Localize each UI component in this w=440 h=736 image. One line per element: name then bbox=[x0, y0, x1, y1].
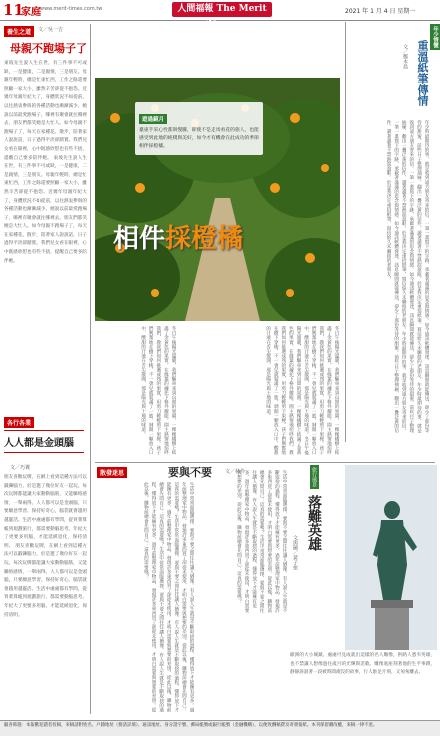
right-tag: 旅行風景 bbox=[311, 467, 317, 487]
section-divider bbox=[95, 462, 435, 463]
article-author-bottom: 文／林伶 bbox=[225, 469, 246, 475]
footer-text: 隨喜佈施：本報歡迎讀者投稿，來稿請附姓名、戶籍地址（務請詳填）、通訊地址、身分證字號、郵局帳號或銀行帳號（金融機構），以便致酬稿費及寄發報紙。本刊保留刪改權，來稿一律不退。 bbox=[4, 723, 378, 728]
issue-date: 2021 年 1 月 4 日 星期一 bbox=[345, 8, 416, 15]
article-body-bottom-2: 生活中常常面臨選擇，要與不要之間往往讓人猶豫。有人說人生就是不斷取捨的過程，懂得放下才能擁有更多。過年前整理家中物品，發現許多東西買了卻從未使用，才明白需要與想要的差別。從此以後，購物前總會先問自己：這真的需要嗎？生活中常常面臨選擇，要與不要之間往往讓人猶豫。有人說人生就是不斷取捨的過程，懂得放下才能擁有更多。過年前整理家中物品，發現許多東西買了卻從未使用，才明白需要與想要的差別。從此以後，購物前總會先問自己：這真的需要嗎？ bbox=[236, 470, 287, 613]
article-body-bottom: 生活中常常面臨選擇，要與不要之間往往讓人猶豫。有人說人生就是不斷取捨的過程，懂得放下才能擁有更多。過年前整理家中物品，發現許多東西買了卻從未使用，才明白需要與想要的差別。從此以後，購物前總會先問自己：這真的需要嗎？生活中常常面臨選擇，要與不要之間往往讓人猶豫。有人說人生就是不斷取捨的過程，懂得放下才能擁有更多。過年前整理家中物品，發現許多東西買了卻從未使用，才明白需要與想要的差別。從此以後，購物前總會先問自己：這真的需要嗎？生活中常常面臨選擇，要與不要之間往往讓人猶豫。有人說人生就是不斷取捨的過程，懂得放下才能擁有更多。過年前整理家中物品，發現許多東西買了卻從未使用，才明白需要與想要的差別。從此以後，購物前總會先問自己：這真的需要嗎？ bbox=[143, 482, 194, 713]
page-header bbox=[0, 0, 440, 29]
feature-intro: 臺東手采心性都與慢騰，即使不是走馬看花的旅人，也能感受到此地的純樸與美好，如今才有機會在此成功的季節相伴採橙橘。 bbox=[139, 128, 259, 149]
article-author: 文／吳一吉 bbox=[38, 27, 64, 33]
article-title-right: 重溫紙筆傳情 bbox=[416, 40, 429, 106]
masthead-logo: 人間福報 The Merit Times bbox=[172, 2, 272, 17]
feature-tag: 遊過鏡月 bbox=[139, 114, 167, 124]
feature-body-2: 冬日午後陽光溫暖，我們驅車來到山間的果園。一棵棵橘樹上結滿了金黃色的果實，在綠葉的襯托下格外耀眼。園主熱情地招呼我們，教我們如何挑選成熟的果實，用剪刀輕輕剪下果梗。孩子們興奮地在樹下穿梭，不一會兒就裝滿了一籃。剝開一顆放入口中，酸甜的汁液在舌尖散開，那是陽光與土地的味道。 bbox=[140, 326, 176, 455]
statue-photo bbox=[345, 465, 437, 650]
page-number: 11 bbox=[3, 1, 24, 19]
article-author-2: 文／巧翼 bbox=[10, 465, 31, 471]
photo-caption: 歐洲的大小城鎮，處處可見成就出這樣的名人雕像，供路人憑弔英雄，也不禁讓人想像過往歲月的光輝與悲歌。雕像底座刻著他的生平事蹟，靜靜訴說著一段被時間淹沒的故事，行人駐足片刻，又匆匆離去。 bbox=[290, 653, 435, 676]
article-body-2: 朋友喜歡玩牌，在網上看到這種方法可以鍛鍊腦力，於是邀了幾位好友一起玩。每次玩牌都能讓大家動動腦筋，又能聯絡感情，一舉兩得。人人都可以是金頭腦，只要願意學習、保持好奇心，腦袋就會越用越靈活。生活中處處都有學問，從買菜算帳到規劃旅行，都需要動腦思考。年紀大了更要多用腦，才能延緩退化，保持清明。 朋友喜歡玩牌，在網上看到這種方法可以鍛鍊腦力，於是邀了幾位好友一起玩。每次玩牌都能讓大家動動腦筋，又能聯絡感情，一舉兩得。人人都可以是金頭腦，只要願意學習、保持好奇心，腦袋就會越用越靈活。生活中處處都有學問，從買菜算帳到規劃旅行，都需要動腦思考。年紀大了更要多用腦，才能延緩退化，保持清明。 bbox=[4, 475, 87, 618]
column-divider bbox=[90, 24, 91, 714]
article-body-right: 年少時最期待的事，就是收到遠方朋友寄來的信。一筆一畫寫下的字跡，承載著滿滿的思念與情感。如今通訊軟體發達，訊息瞬間就能傳送，卻少了那份等待的甜蜜。前些日子整理抽屜，翻出一疊泛黃的信件，讀著讀著不禁熱淚盈眶。於是我決定重拾紙筆，寫信給久未聯絡的老朋友。年少時最期待的事，就是收到遠方朋友寄來的信。一筆一畫寫下的字跡，承載著滿滿的思念與情感。如今通訊軟體發達，訊息瞬間就能傳送，卻少了那份等待的甜蜜。前些日子整理抽屜，翻出一疊泛黃的信件，讀著讀著不禁熱淚盈眶。於是我決定重拾紙筆，寫信給久未聯絡的老朋友。年少時最期待的事，就是收到遠方朋友寄來的信。一筆一畫寫下的字跡，承載著滿滿的思念與情感。如今通訊軟體發達，訊息瞬間就能傳送，卻少了那份等待的甜蜜。前些日子整理抽屜，翻出一疊泛黃的信件，讀著讀著不禁熱淚盈眶。於是我決定重拾紙筆，寫信給久未聯絡的老朋友。 bbox=[386, 120, 429, 433]
column-divider-2 bbox=[345, 22, 346, 442]
orchard-photo bbox=[95, 78, 340, 321]
feature-body: 冬日午後陽光溫暖，我們驅車來到山間的果園。一棵棵橘樹上結滿了金黃色的果實，在綠葉的襯托下格外耀眼。園主熱情地招呼我們，教我們如何挑選成熟的果實，用剪刀輕輕剪下果梗。孩子們興奮地在樹下穿梭，不一會兒就裝滿了一籃。剝開一顆放入口中，酸甜的汁液在舌尖散開，那是陽光與土地的味道。冬日午後陽光溫暖，我們驅車來到山間的果園。一棵棵橘樹上結滿了金黃色的果實，在綠葉的襯托下格外耀眼。園主熱情地招呼我們，教我們如何挑選成熟的果實，用剪刀輕輕剪下果梗。孩子們興奮地在樹下穿梭，不一會兒就裝滿了一籃。剝開一顆放入口中，酸甜的汁液在舌尖散開，那是陽光與土地的味道。 bbox=[265, 326, 339, 455]
section-tag-right: 年少情懷 bbox=[432, 26, 438, 48]
feature-headline: 相件採橙橘 bbox=[113, 224, 244, 254]
poem-author: 文與圖／黃子依 bbox=[292, 535, 298, 570]
article-title-2: 人人都是金頭腦 bbox=[4, 430, 84, 453]
site-url: www.merit-times.com.tw bbox=[40, 6, 103, 12]
feature-intro-box bbox=[135, 102, 263, 155]
article-title-bottom: 要與不要 bbox=[168, 466, 212, 479]
poem-block bbox=[290, 465, 342, 615]
article-author-right: 文／鄭木島 bbox=[402, 44, 408, 69]
section-tag-bottom: 散發迷思 bbox=[97, 467, 127, 478]
article-body: 東坡先生說人生在世，有三件事不可或缺，一是健康，二是親情，三是朋友。母親年輕時，總是忙東忙西，工作之餘還要照顧一家大小，雖然辛苦卻從不抱怨。近幾年母親年紀大了，身體狀況不如從前，以往熱衷參與的各種活動也漸漸減少。她說以前最愛跑場子，哪裡有聚會就往哪裡去，朋友們都笑她是大忙人。如今母親不跑場子了，每天在家種花、散步，陪著家人說說話，日子過得平淡卻踏實。我們兒女看在眼裡，心中既感欣慰也有些不捨，提醒自己要多陪伴她。 東坡先生說人生在世，有三件事不可或缺，一是健康，二是親情，三是朋友。母親年輕時，總是忙東忙西，工作之餘還要照顧一家大小，雖然辛苦卻從不抱怨。近幾年母親年紀大了，身體狀況不如從前，以往熱衷參與的各種活動也漸漸減少。她說以前最愛跑場子，哪裡有聚會就往哪裡去，朋友們都笑她是大忙人。如今母親不跑場子了，每天在家種花、散步，陪著家人說說話，日子過得平淡卻踏實。我們兒女看在眼裡，心中既感欣慰也有些不捨，提醒自己要多陪伴她。 bbox=[4, 61, 87, 264]
page-footer bbox=[0, 720, 440, 736]
article-title: 母親不跑場子了 bbox=[10, 42, 87, 55]
section-title: 家庭 bbox=[21, 7, 41, 18]
poem-title: 落難英雄 bbox=[306, 495, 322, 551]
section-tag-2: 各行各業 bbox=[4, 417, 34, 428]
section-tag: 養生之道 bbox=[4, 26, 34, 37]
